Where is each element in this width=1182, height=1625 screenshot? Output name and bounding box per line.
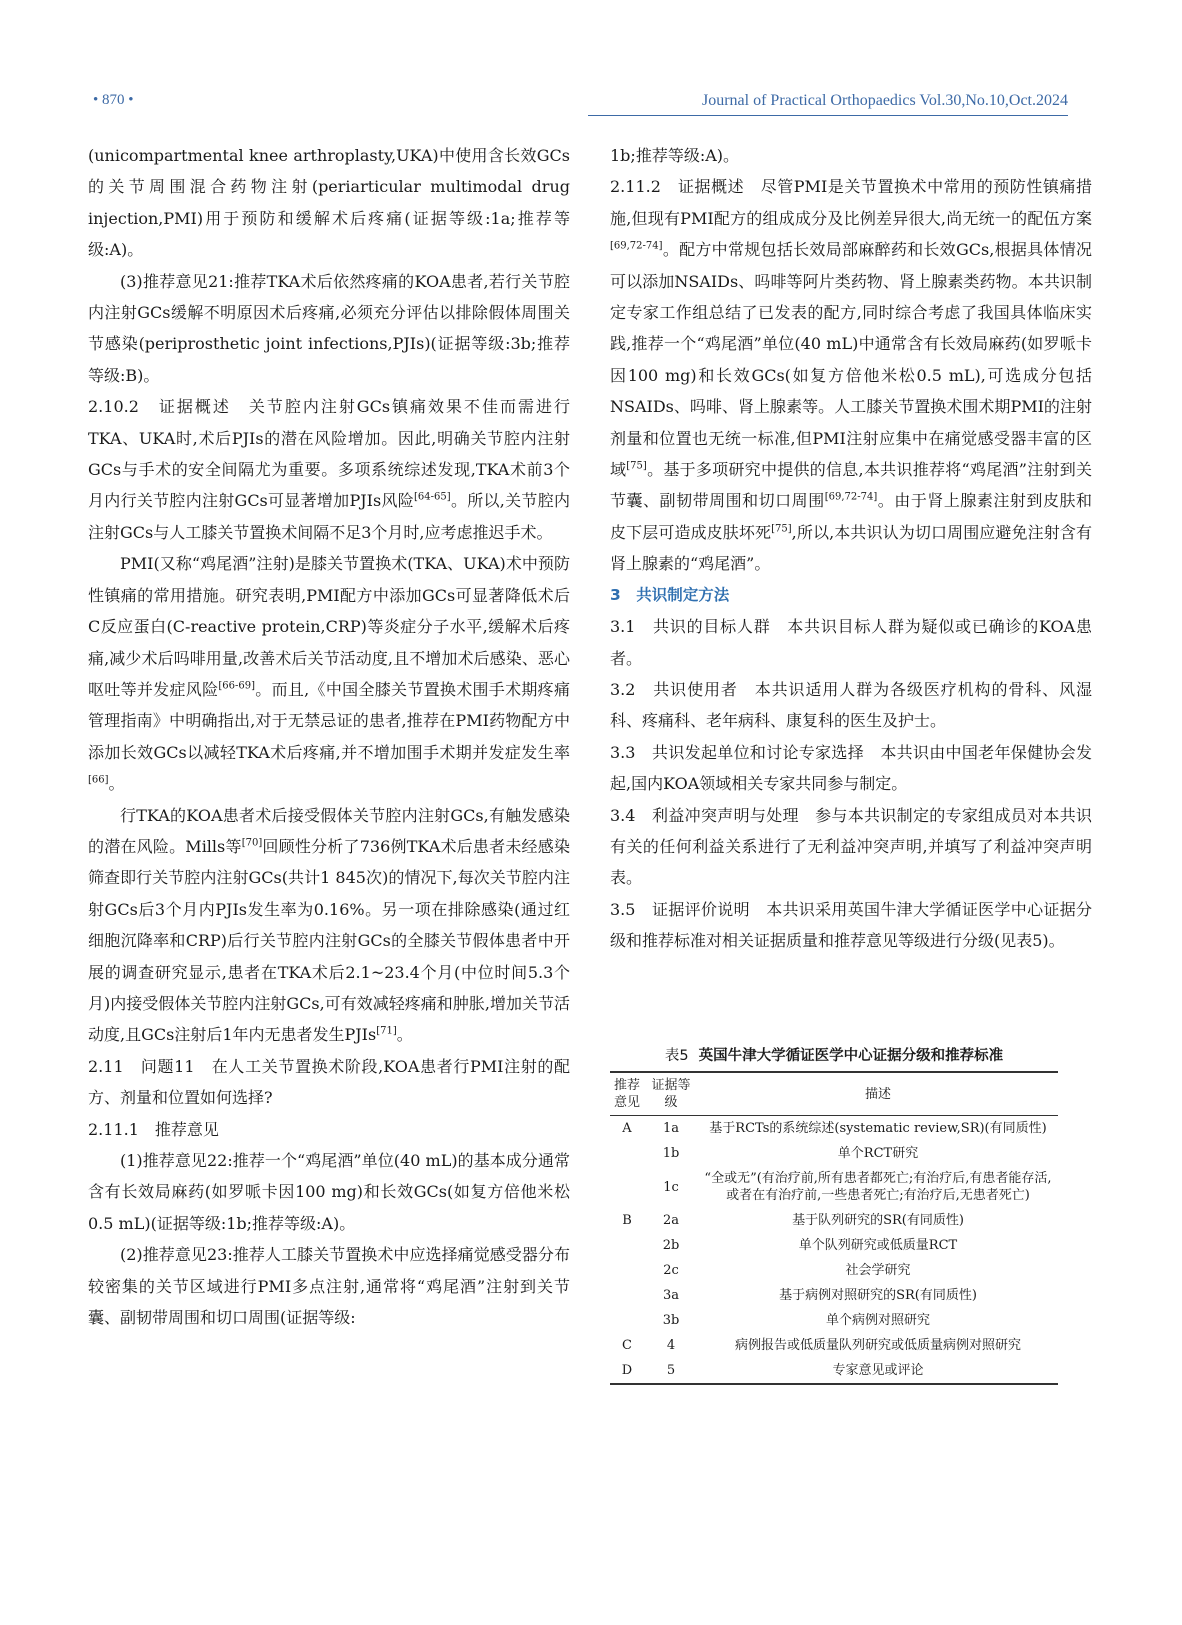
page-number: • 870 •: [93, 92, 134, 108]
right-column: [610, 140, 1092, 957]
header-recommendation: 推荐意见: [613, 1078, 640, 1110]
paragraph: (1)推荐意见22:推荐一个“鸡尾酒”单位(40 mL)的基本成分通常含有长效局麻药(如罗哌卡因100 mg)和长效GCs(如复方倍他米松0.5 mL)(证据等级:1b;推荐等级:A)。: [88, 1151, 570, 1233]
paragraph: 2.10.2 证据概述 关节腔内注射GCs镇痛效果不佳而需进行TKA、UKA时,术后PJIs的潜在风险增加。因此,明确关节腔内注射GCs与手术的安全间隔尤为重要。多项系统综述发现,TKA术前3个月内行关节腔内注射GCs可显著增加PJIs风险[64-65]。所以,关节腔内注射GCs与人工膝关节置换术间隔不足3个月时,应考虑推迟手术。: [88, 397, 570, 542]
journal-title: Journal of Practical Orthopaedics Vol.30,No.10,Oct.2024: [701, 92, 1068, 109]
paragraph: (3)推荐意见21:推荐TKA术后依然疼痛的KOA患者,若行关节腔内注射GCs缓解不明原因术后疼痛,必须充分评估以排除假体周围关节感染(periprosthetic joint infections,PJIs)(证据等级:3b;推荐等级:B)。: [88, 271, 570, 385]
evidence-table: [610, 1044, 1058, 1385]
paragraph: (unicompartmental knee arthroplasty,UKA)中使用含长效GCs的关节周围混合药物注射(periarticular multimodal drug injection,PMI)用于预防和缓解术后疼痛(证据等级:1a;推荐等级:A)。: [88, 146, 570, 260]
citation: [75]: [771, 523, 792, 535]
paragraph: 3.2 共识使用者 本共识适用人群为各级医疗机构的骨科、风湿科、疼痛科、老年病科、康复科的医生及护士。: [610, 679, 1092, 731]
citation: [69,72-74]: [610, 240, 663, 252]
paragraph: 行TKA的KOA患者术后接受假体关节腔内注射GCs,有触发感染的潜在风险。Mills等[70]回顾性分析了736例TKA术后患者未经感染筛查即行关节腔内注射GCs(共计1 845次)的情况下,每次关节腔内注射GCs后3个月内PJIs发生率为0.16%。另一项在排除感染(通过红细胞沉降率和CRP)后行关节腔内注射GCs的全膝关节假体患者中开展的调查研究显示,患者在TKA术后2.1~23.4个月(中位时间5.3个月)内接受假体关节腔内注射GCs,可有效减轻疼痛和肿胀,增加关节活动度,且GCs注射后1年内无患者发生PJIs[71]。: [88, 805, 570, 1045]
citation: [64-65]: [414, 492, 451, 504]
table: [610, 1071, 1058, 1385]
table-label: 表5: [664, 1048, 689, 1064]
table-row: 1c “全或无”(有治疗前,所有患者都死亡;有治疗后,有患者能存活,或者在有治疗前,一些患者死亡;有治疗后,无患者死亡): [663, 1171, 1052, 1203]
section-heading: 2.11.1 推荐意见: [88, 1119, 219, 1139]
citation: [71]: [376, 1026, 397, 1038]
table-row: 3a 基于病例对照研究的SR(有同质性): [662, 1288, 977, 1303]
paragraph: 1b;推荐等级:A)。: [610, 146, 740, 165]
paragraph: 3.4 利益冲突声明与处理 参与本共识制定的专家组成员对本共识有关的任何利益关系进行了无利益冲突声明,并填写了利益冲突声明表。: [610, 805, 1092, 888]
header-description: 描述: [864, 1086, 891, 1102]
page-header: [88, 86, 1068, 116]
citation: [70]: [241, 837, 263, 849]
section-title: 3 共识制定方法: [610, 585, 730, 604]
citation: [66]: [88, 774, 109, 786]
table-title: 英国牛津大学循证医学中心证据分级和推荐标准: [698, 1048, 1004, 1064]
left-column: [88, 140, 570, 1333]
citation: [75]: [626, 460, 647, 472]
paragraph: 3.5 证据评价说明 本共识采用英国牛津大学循证医学中心证据分级和推荐标准对相关证据质量和推荐意见等级进行分级(见表5)。: [610, 899, 1092, 951]
table-row: D 5 专家意见或评论: [610, 1358, 1058, 1384]
paragraph: (2)推荐意见23:推荐人工膝关节置换术中应选择痛觉感受器分布较密集的关节区域进行PMI多点注射,通常将“鸡尾酒”注射到关节囊、副韧带周围和切口周围(证据等级:: [88, 1245, 570, 1328]
paragraph: 3.3 共识发起单位和讨论专家选择 本共识由中国老年保健协会发起,国内KOA领域相关专家共同参与制定。: [610, 742, 1092, 794]
table-row: 2b 单个队列研究或低质量RCT: [662, 1238, 958, 1253]
citation: [69,72-74]: [824, 492, 878, 504]
table-row: B 2a 基于队列研究的SR(有同质性): [622, 1213, 964, 1228]
paragraph: 2.11.2 证据概述 尽管PMI是关节置换术中常用的预防性镇痛措施,但现有PMI配方的组成成分及比例差异很大,尚无统一的配伍方案[69,72-74]。配方中常规包括长效局部麻醉药和长效GCs,根据具体情况可以添加NSAIDs、吗啡等阿片类药物、肾上腺素类药物。本共识制定专家工作组总结了已发表的配方,同时综合考虑了我国具体临床实践,推荐一个“鸡尾酒”单位(40 mL)中通常含有长效局麻药(如罗哌卡因100 mg)和长效GCs(如复方倍他米松0.5 mL),可选成分包括NSAIDs、吗啡、肾上腺素等。人工膝关节置换术围术期PMI的注射剂量和位置也无统一标准,但PMI注射应集中在痛觉感受器丰富的区域[75]。基于多项研究中提供的信息,本共识推荐将“鸡尾酒”注射到关节囊、副韧带周围和切口周围[69,72-74]。由于肾上腺素注射到皮肤和皮下层可造成皮肤坏死[75],所以,本共识认为切口周围应避免注射含有肾上腺素的“鸡尾酒”。: [610, 177, 1092, 574]
table-header-row: [610, 1072, 1058, 1116]
table-row: 1b 单个RCT研究: [662, 1146, 919, 1161]
header-rule: [588, 115, 1068, 116]
citation: [66-69]: [218, 680, 255, 692]
table-row: A 1a 基于RCTs的系统综述(systematic review,SR)(有同质性): [622, 1121, 1047, 1136]
paragraph: PMI(又称“鸡尾酒”注射)是膝关节置换术(TKA、UKA)术中预防性镇痛的常用措施。研究表明,PMI配方中添加GCs可显著降低术后C反应蛋白(C-reactive protein,CRP)等炎症分子水平,缓解术后疼痛,减少术后吗啡用量,改善术后关节活动度,且不增加术后感染、恶心呕吐等并发症风险[66-69]。而且,《中国全膝关节置换术围手术期疼痛管理指南》中明确指出,对于无禁忌证的患者,推荐在PMI药物配方中添加长效GCs以减轻TKA术后疼痛,并不增加围手术期并发症发生率[66]。: [88, 554, 570, 794]
table-caption: [610, 1044, 1058, 1065]
table-row: 3b 单个病例对照研究: [662, 1313, 930, 1328]
section-heading: 2.11 问题11 在人工关节置换术阶段,KOA患者行PMI注射的配方、剂量和位置如何选择?: [88, 1056, 570, 1108]
header-evidence-level: 证据等级: [651, 1078, 691, 1110]
table-row: 2c 社会学研究: [663, 1263, 911, 1278]
paragraph: 3.1 共识的目标人群 本共识目标人群为疑似或已确诊的KOA患者。: [610, 617, 1092, 668]
table-row: C 4 病例报告或低质量队列研究或低质量病例对照研究: [622, 1338, 1021, 1353]
